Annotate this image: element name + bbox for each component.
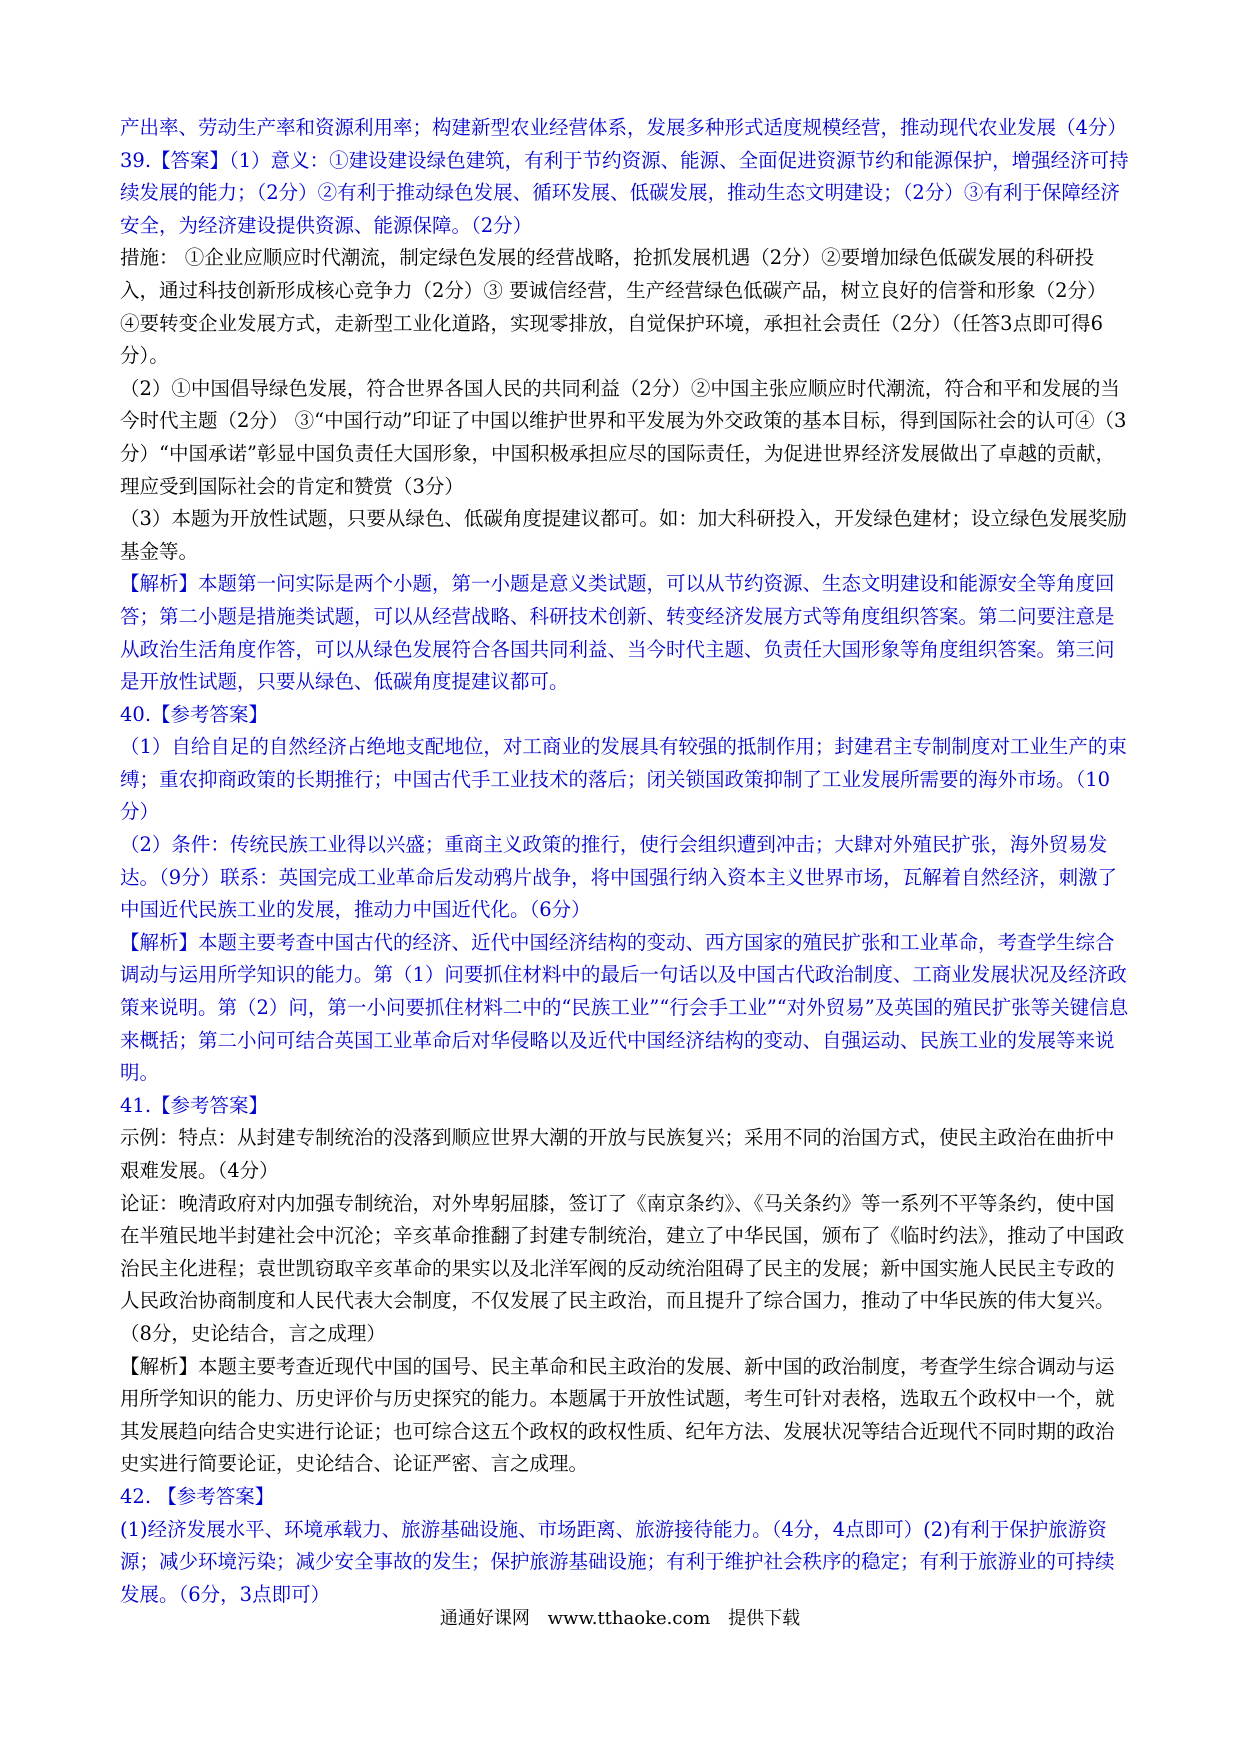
answer-40-part1: （1）自给自足的自然经济占绝地支配地位，对工商业的发展具有较强的抵制作用；封建君主专制制度对工业生产的束缚；重农抑商政策的长期推行；中国古代手工业技术的落后；闭关锁国政策抑制了工业发展所需要的海外市场。（10分） [120, 735, 1127, 824]
footer-site-name: 通通好课网 [439, 1608, 530, 1629]
answer-41-argument: 论证：晚清政府对内加强专制统治，对外卑躬屈膝，签订了《南京条约》、《马关条约》等一系列不平等条约，使中国在半殖民地半封建社会中沉沦；辛亥革命推翻了封建专制统治，建立了中华民国，颁布了《临时约法》，推动了中国政治民主化进程；袁世凯窃取辛亥革命的果实以及北洋军阀的反动统治阻碍了民主的发展；新中国实施人民民主专政的人民政治协商制度和人民代表大会制度，不仅发展了民主政治，而且提升了综合国力，推动了中华民族的伟大复兴。（8分，史论结合，言之成理） [120, 1191, 1125, 1345]
text-block-1: 产出率、劳动生产率和资源利用率；构建新型农业经营体系，发展多种形式适度规模经营，推动现代农业发展（4分） [120, 116, 1127, 139]
analysis-39: 【解析】本题第一问实际是两个小题，第一小题是意义类试题，可以从节约资源、生态文明建设和能源安全等角度回答；第二小题是措施类试题，可以从经营战略、科研技术创新、转变经济发展方式等角度组织答案。第二问要注意是从政治生活角度作答，可以从绿色发展符合各国共同利益、当今时代主题、负责任大国形象等角度组织答案。第三问是开放性试题，只要从绿色、低碳角度提建议都可。 [120, 572, 1115, 694]
footer-url[interactable]: www.tthaoke.com [547, 1608, 711, 1629]
answer-39-part2: （2）①中国倡导绿色发展，符合世界各国人民的共同利益（2分）②中国主张应顺应时代潮流，符合和平和发展的当今时代主题（2分） ③“中国行动”印证了中国以维护世界和平发展为外交政策的基本目标，得到国际社会的认可④（3分）“中国承诺”彰显中国负责任大国形象，中国积极承担应尽的国际责任，为促进世界经济发展做出了卓越的贡献，理应受到国际社会的肯定和赞赏（3分） [120, 376, 1127, 498]
answer-40-part2: （2）条件：传统民族工业得以兴盛；重商主义政策的推行，使行会组织遭到冲击；大肆对外殖民扩张，海外贸易发达。（9分）联系：英国完成工业革命后发动鸦片战争，将中国强行纳入资本主义世界市场，瓦解着自然经济，刺激了中国近代民族工业的发展，推动力中国近代化。（6分） [120, 833, 1118, 922]
footer-note: 提供下载 [728, 1608, 801, 1629]
page-footer [0, 1604, 1240, 1630]
analysis-40: 【解析】本题主要考查中国古代的经济、近代中国经济结构的变动、西方国家的殖民扩张和工业革命，考查学生综合调动与运用所学知识的能力。第（1）问要抓住材料中的最后一句话以及中国古代政治制度、工商业发展状况及经济政策来说明。第（2）问，第一小问要抓住材料二中的“民族工业”“行会手工业”“对外贸易”及英国的殖民扩张等关键信息来概括；第二小问可结合英国工业革命后对华侵略以及近代中国经济结构的变动、自强运动、民族工业的发展等来说明。 [120, 930, 1129, 1085]
document-body [120, 112, 1132, 1611]
heading-40: 40.【参考答案】 [120, 702, 269, 726]
heading-42: 42. 【参考答案】 [120, 1484, 275, 1508]
heading-41: 41.【参考答案】 [120, 1093, 269, 1117]
answer-39-measures: 措施： ①企业应顺应时代潮流，制定绿色发展的经营战略，抢抓发展机遇（2分）②要增加绿色低碳发展的科研投入，通过科技创新形成核心竞争力（2分）③ 要诚信经营，生产经营绿色低碳产品，树立良好的信誉和形象（2分） ④要转变企业发展方式，走新型工业化道路，实现零排放，自觉保护环境，承担社会责任（2分）（任答3点即可得6分）。 [120, 246, 1107, 368]
answer-39: 39.【答案】（1）意义：①建设建设绿色建筑，有利于节约资源、能源、全面促进资源节约和能源保护，增强经济可持续发展的能力；（2分）②有利于推动绿色发展、循环发展、低碳发展，推动生态文明建设；（2分）③有利于保障经济安全，为经济建设提供资源、能源保障。（2分） [120, 148, 1129, 237]
answer-39-part3: （3）本题为开放性试题，只要从绿色、低碳角度提建议都可。如：加大科研投入，开发绿色建材；设立绿色发展奖励基金等。 [120, 507, 1127, 563]
analysis-41: 【解析】本题主要考查近现代中国的国号、民主革命和民主政治的发展、新中国的政治制度，考查学生综合调动与运用所学知识的能力、历史评价与历史探究的能力。本题属于开放性试题，考生可针对表格，选取五个政权中一个，就其发展趋向结合史实进行论证；也可综合这五个政权的政权性质、纪年方法、发展状况等结合近现代不同时期的政治史实进行简要论证，史论结合、论证严密、言之成理。 [120, 1354, 1115, 1476]
answer-42: (1)经济发展水平、环境承载力、旅游基础设施、市场距离、旅游接待能力。（4分，4点即可）(2)有利于保护旅游资源；减少环境污染；减少安全事故的发生；保护旅游基础设施；有利于维护社会秩序的稳定；有利于旅游业的可持续发展。（6分，3点即可） [120, 1517, 1115, 1606]
answer-41-example: 示例：特点：从封建专制统治的没落到顺应世界大潮的开放与民族复兴；采用不同的治国方式，使民主政治在曲折中艰难发展。（4分） [120, 1126, 1115, 1182]
